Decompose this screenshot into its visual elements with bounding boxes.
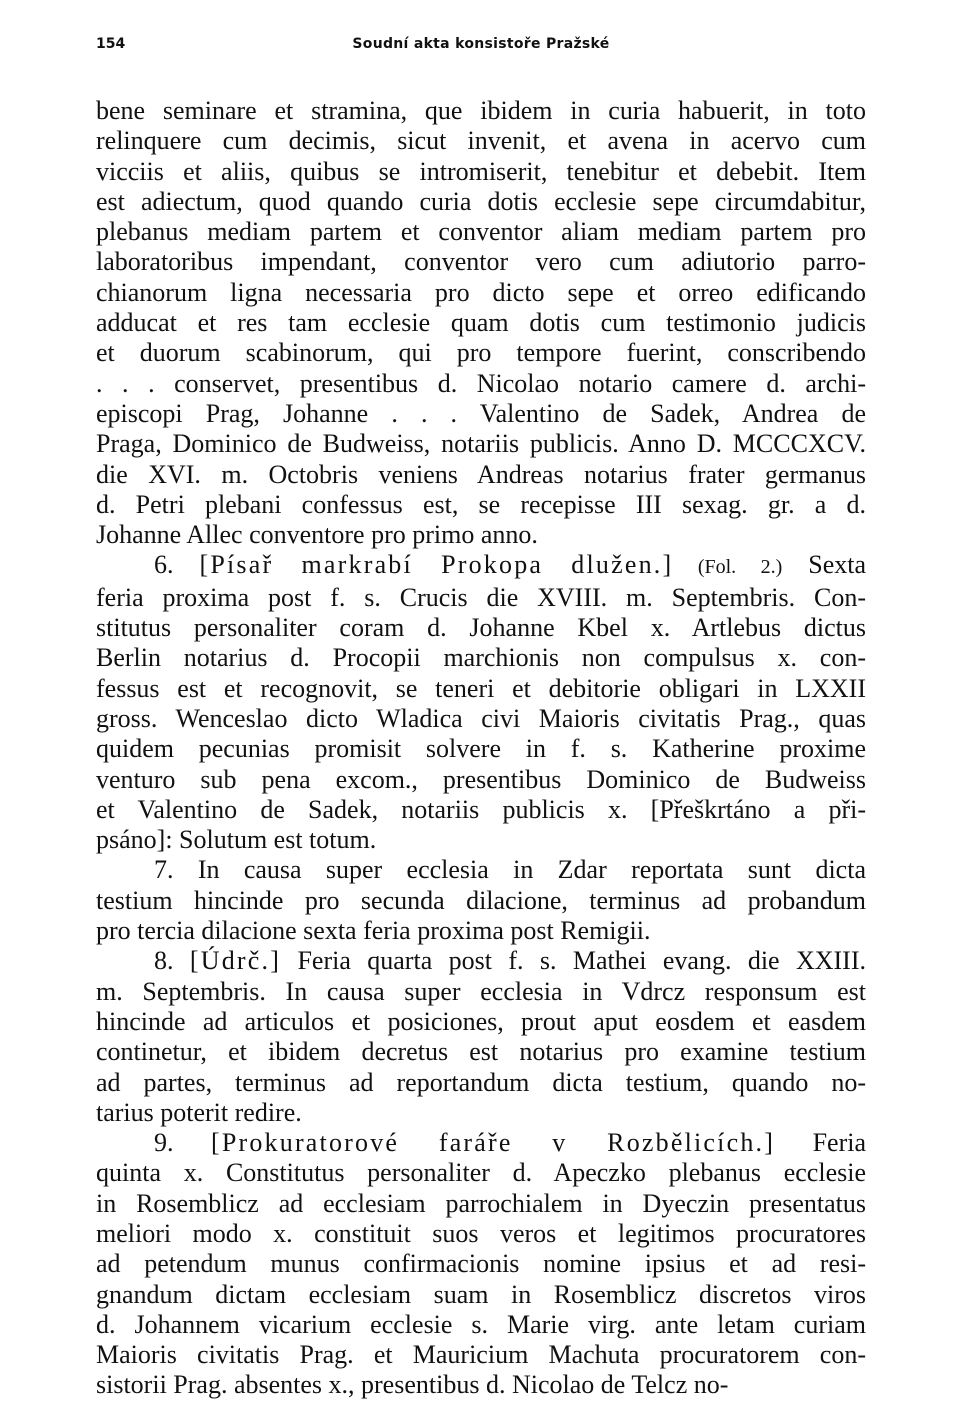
line-text: bene seminare et stramina, que ibidem in curia habuerit, in toto xyxy=(96,96,866,125)
text-line xyxy=(96,490,866,520)
text-line xyxy=(96,278,866,308)
line-text: gnandum dictam ecclesiam suam in Rosemblicz discretos viros xyxy=(96,1279,866,1309)
line-text: quidem pecunias promisit solvere in f. s. Katherine proxime xyxy=(96,734,866,764)
line-text: sistorii Prag. absentes x., presentibus d. Nicolao de Telcz no- xyxy=(96,1370,729,1400)
text-line xyxy=(96,429,866,459)
text-line xyxy=(96,704,866,734)
entry-8-heading-line xyxy=(96,946,866,976)
text-line xyxy=(96,399,866,429)
entry-9-heading-line xyxy=(96,1128,866,1158)
text-line xyxy=(96,643,866,673)
line-text: tarius poterit redire. xyxy=(96,1097,302,1127)
line-text: testium hincinde pro secunda dilacione, terminus ad probandum xyxy=(96,885,866,915)
line-text: et duorum scabinorum, qui pro tempore fuerint, conscribendo xyxy=(96,338,866,368)
line-text: . . . conservet, presentibus d. Nicolao notario camere d. archi- xyxy=(96,368,866,398)
line-text: Feria xyxy=(775,1128,866,1158)
line-text: 7. In causa super ecclesia in Zdar reportata sunt dicta xyxy=(154,855,866,885)
line-text: relinquere cum decimis, sicut invenit, et avena in acervo cum xyxy=(96,126,866,156)
line-text: d. Petri plebani confessus est, se recepisse III sexag. gr. a d. xyxy=(96,489,866,519)
line-text: et Valentino de Sadek, notariis publicis x. [Přeškrtáno a při- xyxy=(96,794,866,824)
line-text: gross. Wenceslao dicto Wladica civi Maioris civitatis Prag., quas xyxy=(96,703,866,733)
line-text: vicciis et aliis, quibus se intromiserit, tenebitur et debebit. Item xyxy=(96,156,866,186)
line-text: plebanus mediam partem et conventor aliam mediam partem pro xyxy=(96,217,866,247)
text-line xyxy=(96,1037,866,1067)
line-text: est adiectum, quod quando curia dotis ecclesie sepe circumdabitur, xyxy=(96,186,866,216)
folio-reference: (Fol. 2.) xyxy=(673,556,783,579)
page-number: 154 xyxy=(96,36,126,52)
line-text: Berlin notarius d. Procopii marchionis non compulsus x. con- xyxy=(96,643,866,673)
text-line xyxy=(96,916,866,946)
text-line xyxy=(96,1219,866,1249)
text-line xyxy=(96,1249,866,1279)
line-text: chianorum ligna necessaria pro dicto sepe et orreo edificando xyxy=(96,277,866,307)
line-text: ad partes, terminus ad reportandum dicta testium, quando no- xyxy=(96,1067,866,1097)
entry-number: 6. xyxy=(154,550,200,580)
text-line xyxy=(96,1068,866,1098)
entry-7-heading-line xyxy=(96,855,866,885)
entry-heading: [Písař markrabí Prokopa dlužen.] xyxy=(199,550,674,580)
text-line xyxy=(96,308,866,338)
text-line xyxy=(96,1310,866,1340)
text-line xyxy=(96,1098,866,1128)
text-line xyxy=(96,1280,866,1310)
text-line xyxy=(96,613,866,643)
text-line xyxy=(96,520,866,550)
line-text: pro tercia dilacione sexta feria proxima post Remigii. xyxy=(96,916,651,946)
entry-heading: [Údrč.] xyxy=(189,946,282,976)
line-text: stitutus personaliter coram d. Johanne Kbel x. Artlebus dictus xyxy=(96,613,866,643)
text-line xyxy=(96,886,866,916)
line-text: episcopi Prag, Johanne . . . Valentino de Sadek, Andrea de xyxy=(96,398,866,428)
entry-6-heading-line xyxy=(96,550,866,582)
line-text: Feria quarta post f. s. Mathei evang. die XXIII. xyxy=(281,946,867,976)
line-text: venturo sub pena excom., presentibus Dominico de Budweiss xyxy=(96,764,866,794)
text-line xyxy=(96,369,866,399)
text-line xyxy=(96,734,866,764)
line-text: Maioris civitatis Prag. et Mauricium Machuta procuratorem con- xyxy=(96,1340,866,1370)
running-title: Soudní akta konsistoře Pražské xyxy=(352,36,610,52)
line-text: psáno]: Solutum est totum. xyxy=(96,825,377,855)
text-line xyxy=(96,247,866,277)
text-line xyxy=(96,1340,866,1370)
line-text: feria proxima post f. s. Crucis die XVIII. m. Septembris. Con- xyxy=(96,582,866,612)
line-text: Praga, Dominico de Budweiss, notariis publicis. Anno D. MCCCXCV. xyxy=(96,429,866,459)
line-text: meliori modo x. constituit suos veros et legitimos procuratores xyxy=(96,1218,866,1248)
line-text: laboratoribus impendant, conventor vero cum adiutorio parro- xyxy=(96,247,866,277)
text-line xyxy=(96,157,866,187)
line-text: quinta x. Constitutus personaliter d. Apeczko plebanus ecclesie xyxy=(96,1158,866,1188)
entry-number: 9. xyxy=(154,1128,211,1158)
entry-heading: [Prokuratorové faráře v Rozbělicích.] xyxy=(210,1128,776,1158)
line-text: d. Johannem vicarium ecclesie s. Marie virg. ante letam curiam xyxy=(96,1309,866,1339)
line-text: ad petendum munus confirmacionis nomine ipsius et ad resi- xyxy=(96,1249,866,1279)
text-line xyxy=(96,1007,866,1037)
text-line xyxy=(96,187,866,217)
entry-number: 8. xyxy=(154,946,190,976)
line-text: m. Septembris. In causa super ecclesia in Vdrcz responsum est xyxy=(96,976,866,1006)
body-text xyxy=(96,96,866,1401)
line-text: continetur, et ibidem decretus est notarius pro examine testium xyxy=(96,1037,866,1067)
text-line xyxy=(96,338,866,368)
text-line xyxy=(96,126,866,156)
line-text: die XVI. m. Octobris veniens Andreas notarius frater germanus xyxy=(96,459,866,489)
page-header xyxy=(96,30,866,62)
text-line xyxy=(96,765,866,795)
text-line xyxy=(96,96,866,126)
text-line xyxy=(96,217,866,247)
line-text: Johanne Allec conventore pro primo anno. xyxy=(96,520,538,550)
text-line xyxy=(96,825,866,855)
line-text: adducat et res tam ecclesie quam dotis cum testimonio judicis xyxy=(96,308,866,338)
text-line xyxy=(96,1370,866,1400)
line-text: Sexta xyxy=(782,550,867,580)
text-line xyxy=(96,795,866,825)
document-page xyxy=(96,30,866,1401)
text-line xyxy=(96,1158,866,1188)
text-line xyxy=(96,583,866,613)
line-text: fessus est et recognovit, se teneri et debitorie obligari in LXXII xyxy=(96,673,866,703)
text-line xyxy=(96,460,866,490)
text-line xyxy=(96,977,866,1007)
line-text: in Rosemblicz ad ecclesiam parrochialem in Dyeczin presentatus xyxy=(96,1188,866,1218)
line-text: hincinde ad articulos et posiciones, prout aput eosdem et easdem xyxy=(96,1006,866,1036)
text-line xyxy=(96,674,866,704)
text-line xyxy=(96,1189,866,1219)
